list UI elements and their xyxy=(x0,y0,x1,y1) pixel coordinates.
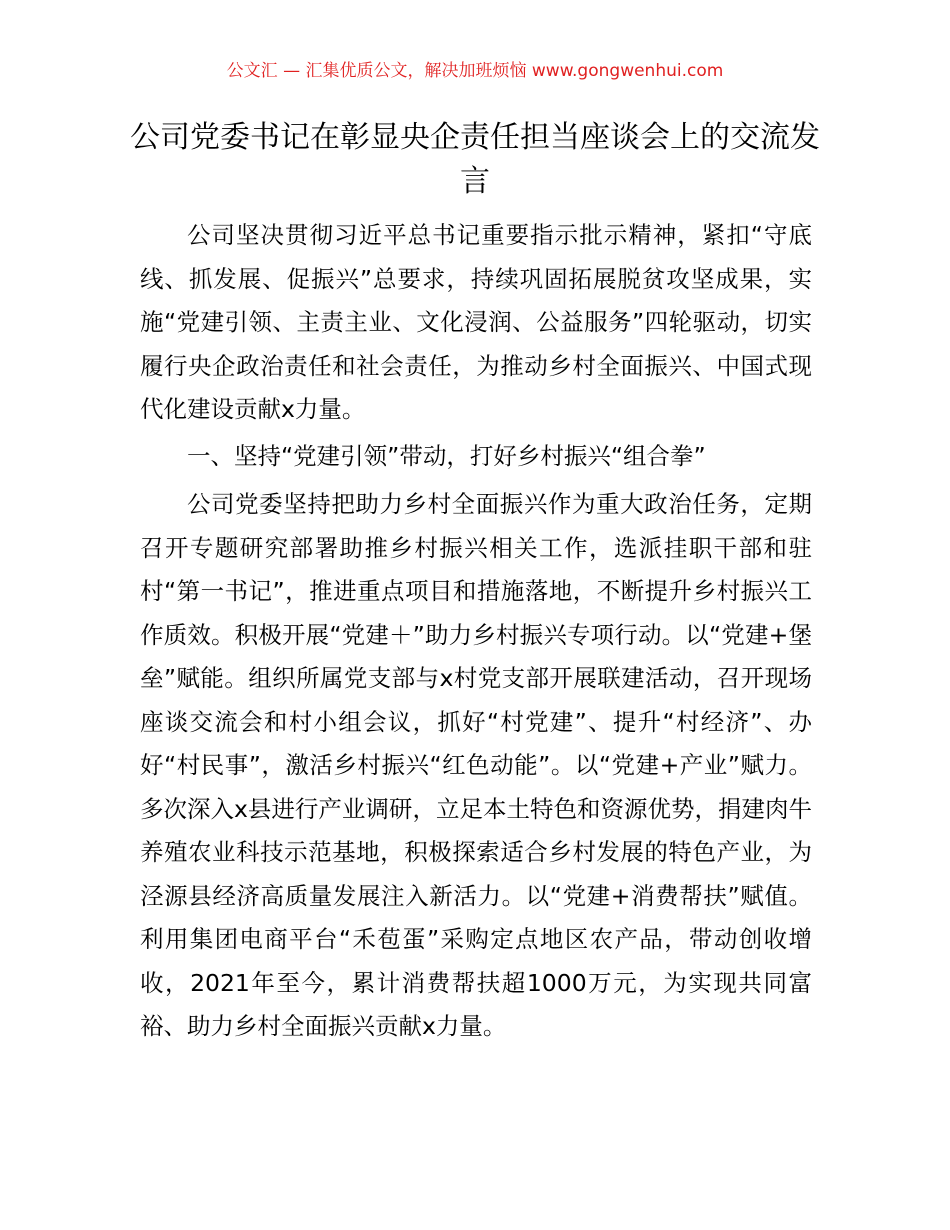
section-paragraph: 公司党委坚持把助力乡村全面振兴作为重大政治任务，定期召开专题研究部署助推乡村振兴相关工作，选派挂职干部和驻村“第一书记”，推进重点项目和措施落地，不断提升乡村振兴工作质效。积极开展“党建＋”助力乡村振兴专项行动。以“党建+堡垒”赋能。组织所属党支部与x村党支部开展联建活动，召开现场座谈交流会和村小组会议，抓好“村党建”、提升“村经济”、办好“村民事”，激活乡村振兴“红色动能”。以“党建+产业”赋力。多次深入x县进行产业调研，立足本土特色和资源优势，捐建肉牛养殖农业科技示范基地，积极探索适合乡村发展的特色产业，为泾源县经济高质量发展注入新活力。以“党建+消费帮扶”赋值。利用集团电商平台“禾苞蛋”采购定点地区农产品，带动创收增收，2021年至今，累计消费帮扶超1000万元，为实现共同富裕、助力乡村全面振兴贡献x力量。 xyxy=(140,490,812,1040)
section-heading: 一、坚持“党建引领”带动，打好乡村振兴“组合拳” xyxy=(187,441,706,470)
intro-paragraph: 公司坚决贯彻习近平总书记重要指示批示精神，紧扣“守底线、抓发展、促振兴”总要求，持续巩固拓展脱贫攻坚成果，实施“党建引领、主责主业、文化浸润、公益服务”四轮驱动，切实履行央企政治责任和社会责任，为推动乡村全面振兴、中国式现代化建设贡献x力量。 xyxy=(140,221,812,423)
document-title: 公司党委书记在彰显央企责任担当座谈会上的交流发言 xyxy=(130,120,820,199)
site-header-banner: 公文汇 — 汇集优质公文，解决加班烦恼 www.gongwenhui.com xyxy=(226,61,724,81)
document-body xyxy=(140,214,812,1049)
